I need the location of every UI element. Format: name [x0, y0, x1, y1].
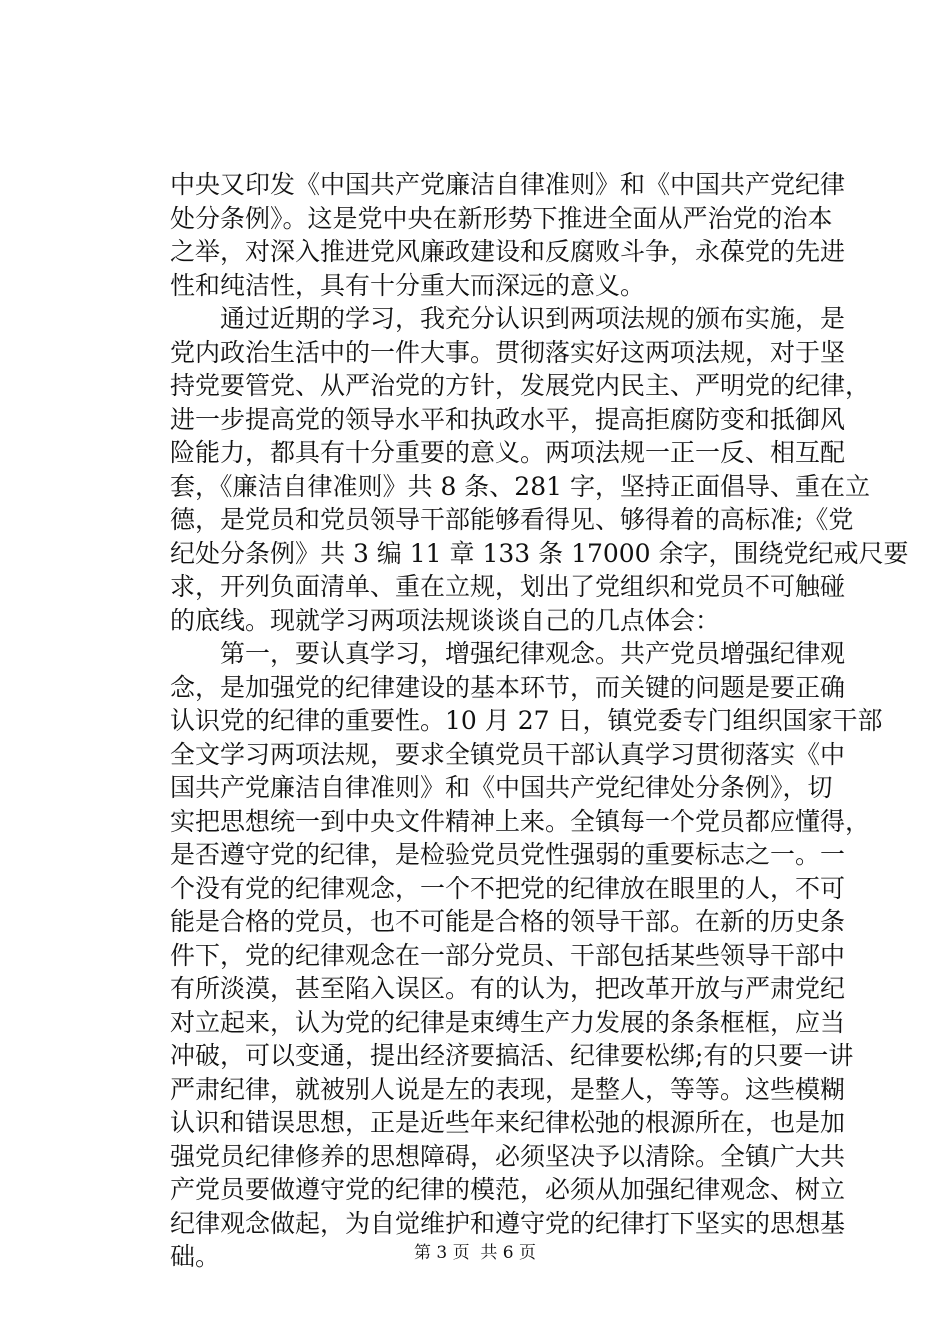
text-line: 认识和错误思想，正是近些年来纪律松弛的根源所在，也是加 [170, 1108, 846, 1137]
page-number-footer: 第 3 页 共 6 页 [413, 1243, 537, 1263]
text-line: 险能力，都具有十分重要的意义。两项法规一正一反、相互配 [170, 438, 846, 467]
text-line: 认识党的纪律的重要性。10 月 27 日，镇党委专门组织国家干部 [170, 706, 883, 735]
text-line: 之举，对深入推进党风廉政建设和反腐败斗争，永葆党的先进 [170, 237, 846, 266]
text-line: 实把思想统一到中央文件精神上来。全镇每一个党员都应懂得， [170, 806, 871, 836]
text-line: 处分条例》。这是党中央在新形势下推进全面从严治党的治本 [170, 203, 833, 233]
text-line: 严肃纪律，就被别人说是左的表现，是整人，等等。这些模糊 [170, 1074, 846, 1104]
text-line: 持党要管党、从严治党的方针，发展党内民主、严明党的纪律， [170, 371, 871, 400]
text-line: 纪律观念做起，为自觉维护和遵守党的纪律打下坚实的思想基 [170, 1208, 846, 1238]
text-line: 性和纯洁性，具有十分重大而深远的意义。 [170, 270, 646, 300]
text-line: 党内政治生活中的一件大事。贯彻落实好这两项法规，对于坚 [170, 337, 846, 367]
text-line: 冲破，可以变通，提出经济要搞活、纪律要松绑;有的只要一讲 [170, 1041, 854, 1070]
text-line: 件下，党的纪律观念在一部分党员、干部包括某些领导干部中 [170, 940, 846, 970]
text-line: 能是合格的党员，也不可能是合格的领导干部。在新的历史条 [170, 907, 846, 936]
text-line: 有所淡漠，甚至陷入误区。有的认为，把改革开放与严肃党纪 [170, 974, 846, 1003]
text-line: 纪处分条例》共 3 编 11 章 133 条 17000 余字，围绕党纪戒尺要 [170, 538, 909, 568]
text-line: 是否遵守党的纪律，是检验党员党性强弱的重要标志之一。一 [170, 840, 846, 869]
text-line: 强党员纪律修养的思想障碍，必须坚决予以清除。全镇广大共 [170, 1141, 846, 1171]
text-line: 通过近期的学习，我充分认识到两项法规的颁布实施，是 [170, 304, 846, 333]
text-line: 念，是加强党的纪律建设的基本环节，而关键的问题是要正确 [170, 672, 846, 702]
text-line: 国共产党廉洁自律准则》和《中国共产党纪律处分条例》，切 [170, 773, 833, 802]
text-line: 第一，要认真学习，增强纪律观念。共产党员增强纪律观 [170, 639, 846, 668]
document-body [170, 168, 909, 1274]
text-line: 中央又印发《中国共产党廉洁自律准则》和《中国共产党纪律 [170, 170, 846, 199]
text-line: 对立起来，认为党的纪律是束缚生产力发展的条条框框，应当 [170, 1007, 846, 1037]
text-line: 全文学习两项法规，要求全镇党员干部认真学习贯彻落实《中 [170, 739, 846, 769]
text-line: 础。 [170, 1242, 221, 1271]
text-line: 进一步提高党的领导水平和执政水平，提高拒腐防变和抵御风 [170, 404, 846, 434]
text-line: 个没有党的纪律观念，一个不把党的纪律放在眼里的人，不可 [170, 873, 846, 903]
text-line: 的底线。现就学习两项法规谈谈自己的几点体会： [170, 605, 721, 635]
text-line: 套，《廉洁自律准则》共 8 条、281 字，坚持正面倡导、重在立 [170, 471, 870, 501]
text-line: 求，开列负面清单、重在立规，划出了党组织和党员不可触碰 [170, 572, 846, 601]
text-line: 产党员要做遵守党的纪律的模范，必须从加强纪律观念、树立 [170, 1175, 846, 1204]
text-line: 德，是党员和党员领导干部能够看得见、够得着的高标准;《党 [170, 505, 854, 534]
